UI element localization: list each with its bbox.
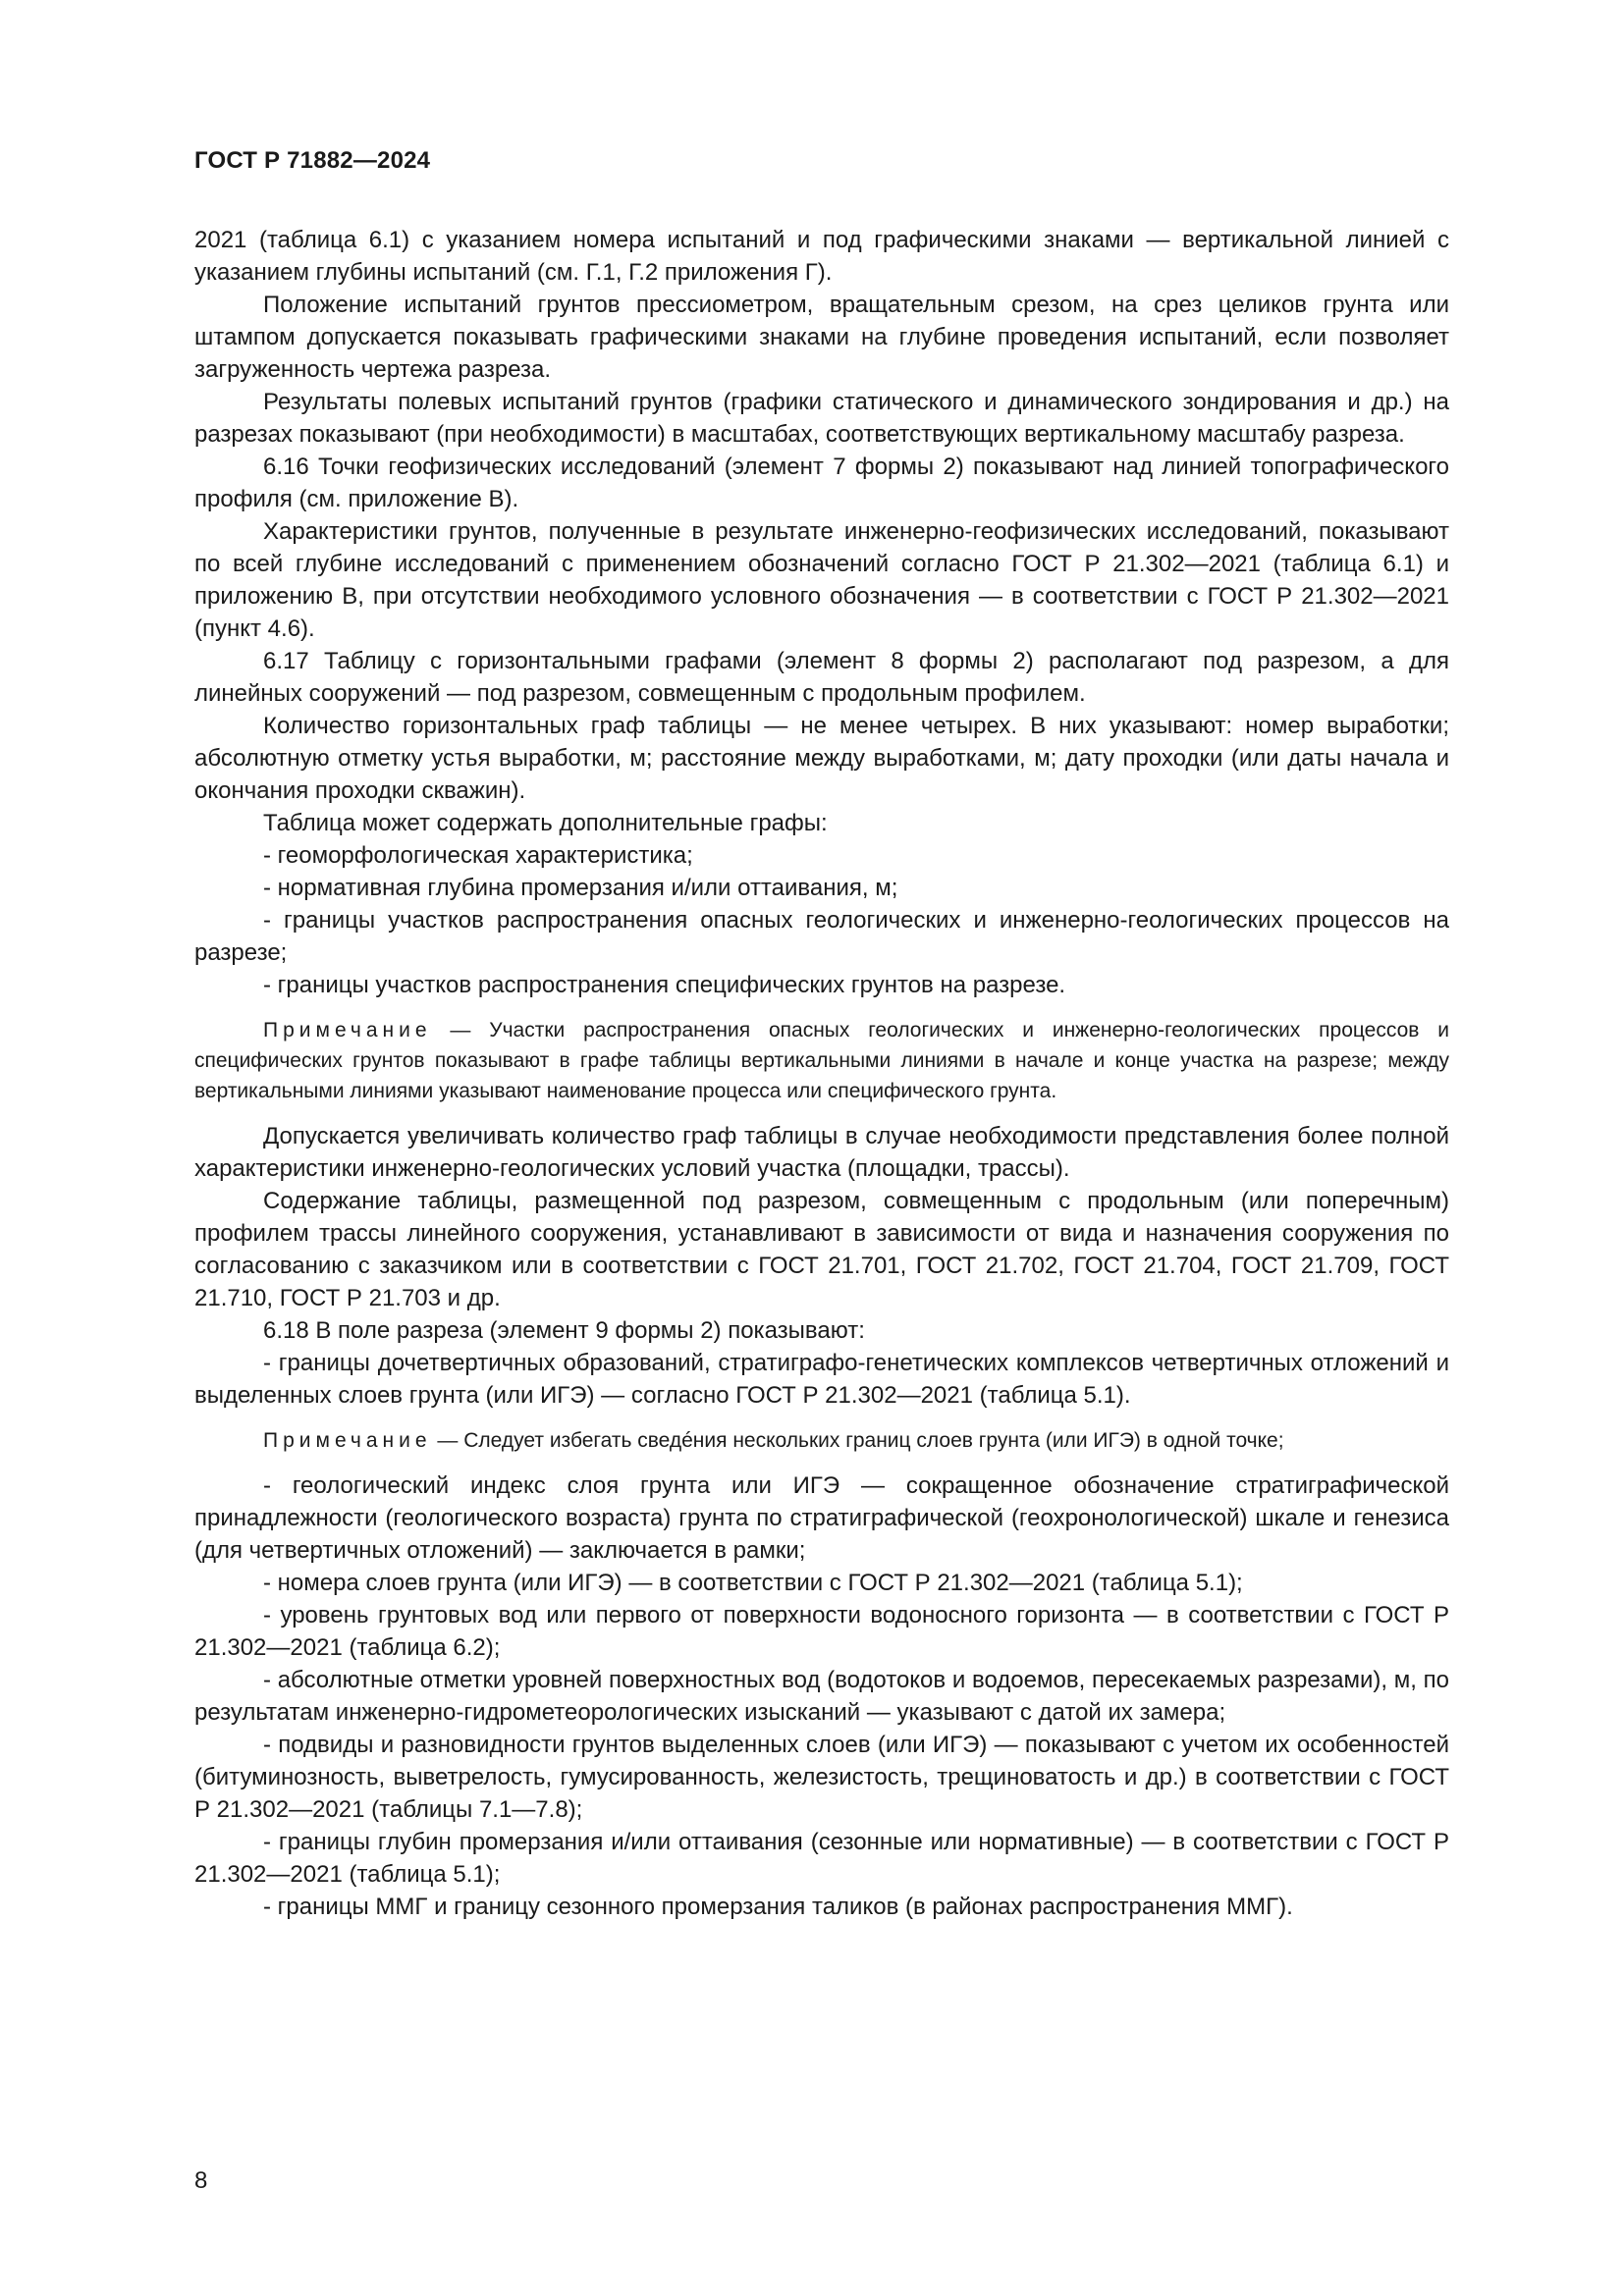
note-text: — Участки распространения опасных геологических и инженерно-геологических процессов и специфических грунтов показывают в графе таблицы вертикальными линиями в начале и конце участка на разрезе; между вертикальными линиями указывают наименование процесса или специфического грунта. bbox=[194, 1019, 1449, 1102]
list-item: - номера слоев грунта (или ИГЭ) — в соответствии с ГОСТ Р 21.302—2021 (таблица 5.1); bbox=[263, 1570, 1243, 1596]
page-number: 8 bbox=[194, 2167, 208, 2194]
body-paragraph: 6.16 Точки геофизических исследований (элемент 7 формы 2) показывают над линией топографического профиля (см. приложение В). bbox=[194, 454, 1449, 512]
note-paragraph bbox=[194, 1425, 1449, 1456]
body-paragraph: Характеристики грунтов, полученные в результате инженерно-геофизических исследований, показывают по всей глубине исследований с применением обозначений согласно ГОСТ Р 21.302—2021 (таблица 6.1) и приложению В, при отсутствии необходимого условного обозначения — в соответствии с ГОСТ Р 21.302—2021 (пункт 4.6). bbox=[194, 518, 1449, 642]
list-item: - геологический индекс слоя грунта или ИГЭ — сокращенное обозначение стратиграфической принадлежности (геологического возраста) грунта по стратиграфической (геохронологической) шкале и генезиса (для четвертичных отложений) — заключается в рамки; bbox=[194, 1472, 1449, 1564]
body-paragraph: Допускается увеличивать количество граф таблицы в случае необходимости представления более полной характеристики инженерно-геологических условий участка (площадки, трассы). bbox=[194, 1123, 1449, 1182]
note-label: Примечание bbox=[263, 1429, 432, 1452]
list-item: - геоморфологическая характеристика; bbox=[263, 842, 693, 869]
list-item: - границы ММГ и границу сезонного промерзания таликов (в районах распространения ММГ). bbox=[263, 1894, 1293, 1920]
body-paragraph: Содержание таблицы, размещенной под разрезом, совмещенным с продольным (или поперечным) профилем трассы линейного сооружения, устанавливают в зависимости от вида и назначения сооружения по согласованию с заказчиком или в соответствии с ГОСТ 21.701, ГОСТ 21.702, ГОСТ 21.704, ГОСТ 21.709, ГОСТ 21.710, ГОСТ Р 21.703 и др. bbox=[194, 1188, 1449, 1311]
body-paragraph: Положение испытаний грунтов прессиометром, вращательным срезом, на срез целиков грунта или штампом допускается показывать графическими знаками на глубине проведения испытаний, если позволяет загруженность чертежа разреза. bbox=[194, 292, 1449, 383]
list-item: - границы дочетвертичных образований, стратиграфо-генетических комплексов четвертичных отложений и выделенных слоев грунта (или ИГЭ) — согласно ГОСТ Р 21.302—2021 (таблица 5.1). bbox=[194, 1350, 1449, 1409]
list-item: - границы участков распространения специфических грунтов на разрезе. bbox=[263, 972, 1066, 998]
body-paragraph: Количество горизонтальных граф таблицы — не менее четырех. В них указывают: номер выработки; абсолютную отметку устья выработки, м; расстояние между выработками, м; дату проходки (или даты начала и окончания проходки скважин). bbox=[194, 713, 1449, 804]
document-body bbox=[194, 224, 1449, 1923]
list-item: - абсолютные отметки уровней поверхностных вод (водотоков и водоемов, пересекаемых разрезами), м, по результатам инженерно-гидрометеорологических изысканий — указывают с датой их замера; bbox=[194, 1667, 1449, 1726]
body-paragraph: 6.18 В поле разреза (элемент 9 формы 2) показывают: bbox=[263, 1317, 865, 1344]
note-text: — Следует избегать сведéния нескольких границ слоев грунта (или ИГЭ) в одной точке; bbox=[431, 1429, 1284, 1452]
body-paragraph: Таблица может содержать дополнительные графы: bbox=[263, 810, 828, 836]
body-paragraph: 2021 (таблица 6.1) с указанием номера испытаний и под графическими знаками — вертикальной линией с указанием глубины испытаний (см. Г.1, Г.2 приложения Г). bbox=[194, 227, 1449, 286]
document-header-title: ГОСТ Р 71882—2024 bbox=[194, 147, 431, 174]
note-label: Примечание bbox=[263, 1019, 432, 1041]
list-item: - подвиды и разновидности грунтов выделенных слоев (или ИГЭ) — показывают с учетом их особенностей (битуминозность, выветрелость, гумусированность, железистость, трещиноватость и др.) в соответствии с ГОСТ Р 21.302—2021 (таблицы 7.1—7.8); bbox=[194, 1732, 1449, 1823]
body-paragraph: Результаты полевых испытаний грунтов (графики статического и динамического зондирования и др.) на разрезах показывают (при необходимости) в масштабах, соответствующих вертикальному масштабу разреза. bbox=[194, 389, 1449, 448]
list-item: - границы участков распространения опасных геологических и инженерно-геологических процессов на разрезе; bbox=[194, 907, 1449, 966]
list-item: - нормативная глубина промерзания и/или оттаивания, м; bbox=[263, 875, 898, 901]
list-item: - уровень грунтовых вод или первого от поверхности водоносного горизонта — в соответствии с ГОСТ Р 21.302—2021 (таблица 6.2); bbox=[194, 1602, 1449, 1661]
list-item: - границы глубин промерзания и/или оттаивания (сезонные или нормативные) — в соответствии с ГОСТ Р 21.302—2021 (таблица 5.1); bbox=[194, 1829, 1449, 1888]
body-paragraph: 6.17 Таблицу с горизонтальными графами (элемент 8 формы 2) располагают под разрезом, а для линейных сооружений — под разрезом, совмещенным с продольным профилем. bbox=[194, 648, 1449, 707]
note-paragraph bbox=[194, 1015, 1449, 1106]
